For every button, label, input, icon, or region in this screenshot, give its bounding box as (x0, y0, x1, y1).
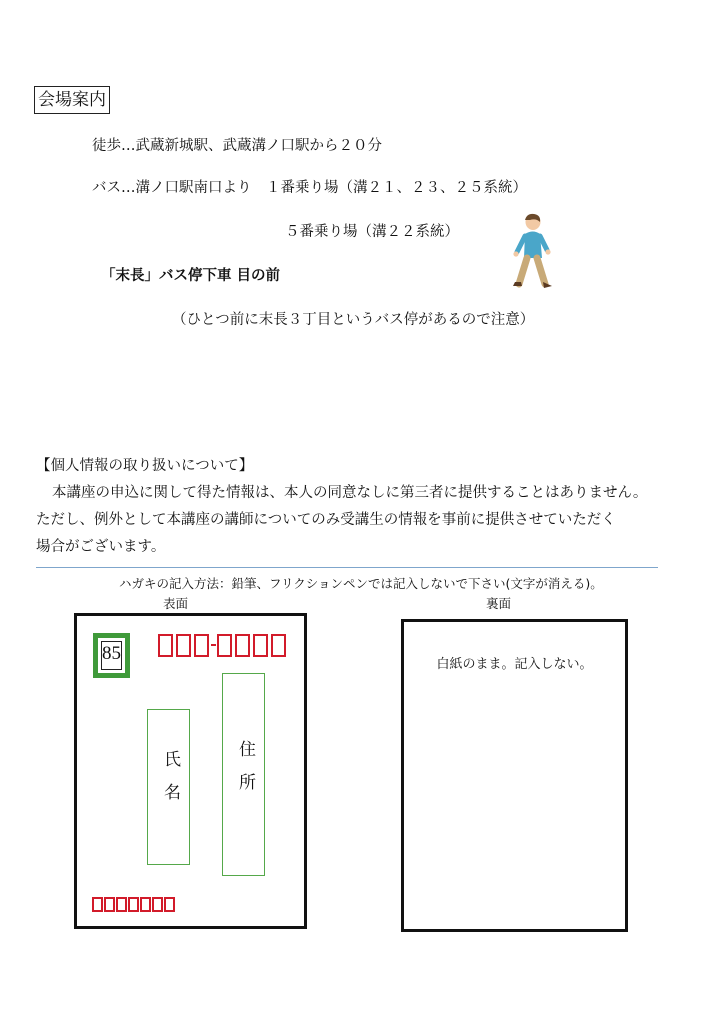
privacy-line-1: 本講座の申込に関して得た情報は、本人の同意なしに第三者に提供することはありません。 (52, 485, 648, 501)
caution-note: （ひとつ前に末長３丁目というバス停があるので注意） (172, 312, 535, 328)
sender-postal-box (128, 897, 139, 912)
postcard-instructions: ハガキの記入方法：鉛筆、フリクションペンでは記入しないで下さい(文字が消える)。 (119, 576, 603, 591)
postal-code-box (194, 634, 209, 657)
postcard-front (74, 613, 307, 929)
postal-code-box (235, 634, 250, 657)
name-label: 氏名 (160, 750, 180, 816)
postal-code-hyphen (211, 644, 216, 646)
back-label: 裏面 (486, 596, 512, 611)
back-instruction: 白紙のまま。記入しない。 (436, 657, 593, 672)
name-field (147, 709, 190, 865)
walking-person-illustration (505, 212, 559, 294)
walk-directions: 徒歩…武蔵新城駅、武蔵溝ノ口駅から２０分 (92, 138, 382, 154)
privacy-line-3: 場合がございます。 (36, 539, 166, 555)
bus-stop-5: ５番乗り場（溝２２系統） (285, 224, 459, 240)
address-label: 住所 (235, 740, 255, 806)
privacy-heading: 【個人情報の取り扱いについて】 (36, 458, 254, 474)
sender-postal-box (104, 897, 115, 912)
sender-postal-box (116, 897, 127, 912)
postcard-back (401, 619, 628, 932)
stamp-box (93, 633, 130, 678)
sender-postal-box (140, 897, 151, 912)
address-field (222, 673, 265, 876)
sender-postal-box (92, 897, 103, 912)
venue-heading: 会場案内 (34, 86, 110, 114)
postal-code-box (253, 634, 268, 657)
get-off-stop: 「末長」バス停下車 目の前 (101, 267, 281, 284)
divider (36, 567, 658, 568)
postal-code-box (217, 634, 232, 657)
postal-code-box (158, 634, 173, 657)
sender-postal-box (152, 897, 163, 912)
front-label: 表面 (163, 596, 189, 611)
sender-postal-box (164, 897, 175, 912)
postal-code-box (271, 634, 286, 657)
bus-directions: バス…溝ノ口駅南口より １番乗り場（溝２１、２３、２５系統） (92, 180, 527, 196)
privacy-line-2: ただし、例外として本講座の講師についてのみ受講生の情報を事前に提供させていただく (36, 512, 616, 528)
postal-code-box (176, 634, 191, 657)
stamp-value: 85 (102, 643, 121, 664)
